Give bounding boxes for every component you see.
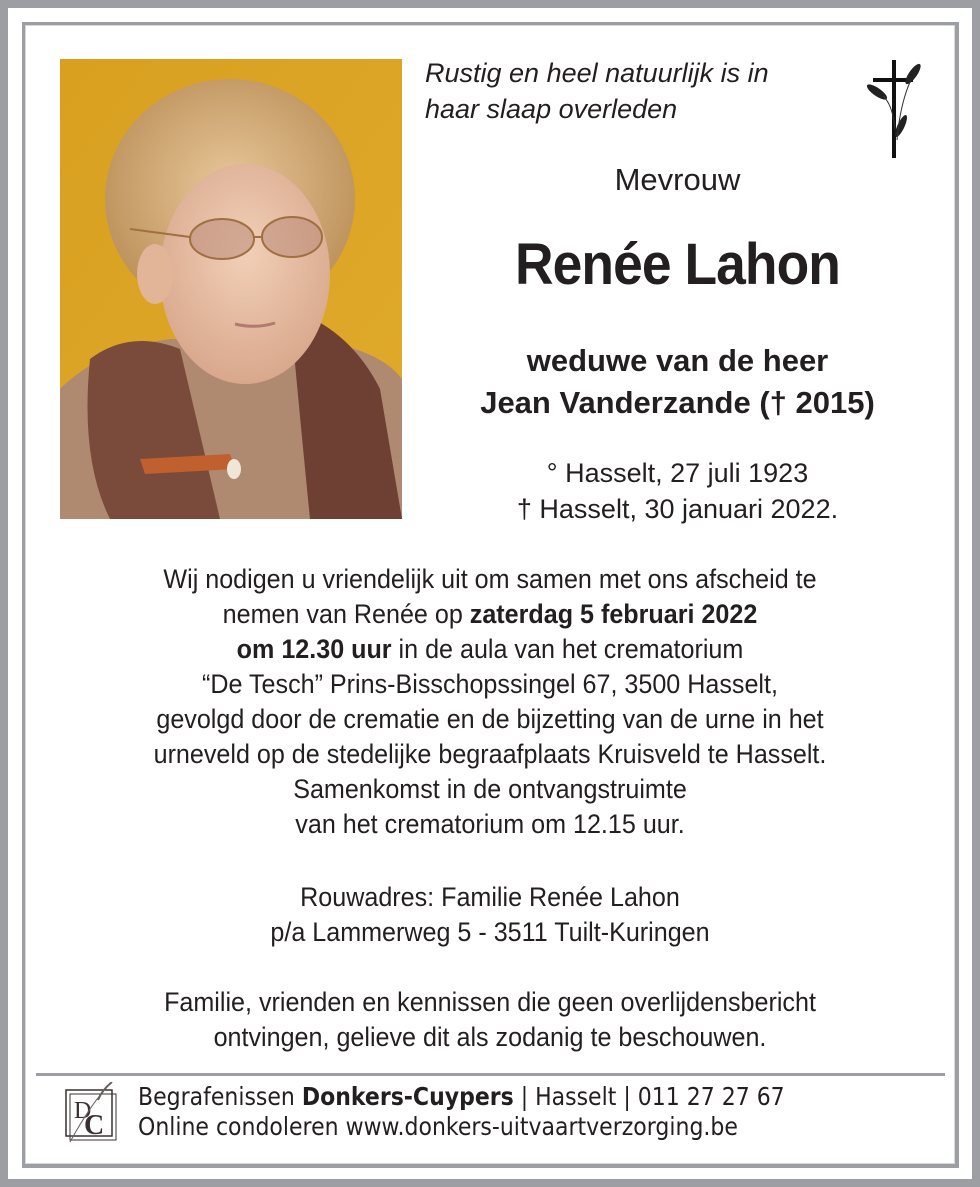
invitation-line-5: gevolgd door de crematie en de bijzetting van de urne in het [156,704,824,734]
cross-with-wheat-icon [855,60,935,160]
donkers-cuypers-logo [62,1082,120,1144]
motto [425,55,845,127]
footer-line-2 [138,1112,785,1142]
invitation-line-2 [72,597,909,632]
company-city: | Hasselt | [513,1082,638,1111]
footer-divider [36,1073,945,1076]
invitation-line-7: Samenkomst in de ontvangstruimte [293,774,687,804]
notice-line-1: Familie, vrienden en kennissen die geen overlijdensbericht [164,987,816,1017]
spouse-line-2: Jean Vanderzande († 2015) [480,385,875,420]
funeral-home-info [138,1082,785,1142]
ceremony-date: zaterdag 5 februari 2022 [469,599,758,629]
footer-line-1 [138,1082,785,1112]
birth-date: ° Hasselt, 27 juli 1923 [546,458,809,488]
mourning-address [72,880,909,950]
invitation-text: nemen van Renée op [222,599,470,629]
notice-line-2: ontvingen, gelieve dit als zodanig te beschouwen. [213,1022,767,1052]
invitation-text: in de aula van het crematorium [391,634,744,664]
condolence-label: Online condoleren [138,1112,346,1141]
invitation-line-4: “De Tesch” Prins-Bisschopssingel 67, 3500 Hasselt, [202,669,778,699]
address-line-1: Rouwadres: Familie Renée Lahon [300,882,680,912]
invitation-line-1: Wij nodigen u vriendelijk uit om samen met ons afscheid te [163,564,817,594]
spouse-line-1: weduwe van de heer [526,343,829,378]
address-line-2: p/a Lammerweg 5 - 3511 Tuilt-Kuringen [270,917,710,947]
svg-text:D: D [74,1098,92,1124]
deceased-name: Renée Lahon [515,232,840,297]
honorific: Mevrouw [614,162,741,197]
website-link[interactable]: www.donkers-uitvaartverzorging.be [345,1112,738,1141]
closing-notice [72,985,909,1055]
portrait-image [60,59,402,519]
ceremony-time: om 12.30 uur [236,634,392,664]
footer-text: Begrafenissen [138,1082,302,1111]
invitation-line-6: urneveld op de stedelijke begraafplaats Kruisveld te Hasselt. [153,739,827,769]
spouse-info [420,340,935,424]
motto-line-1: Rustig en heel natuurlijk is in [425,58,769,88]
company-name: Donkers-Cuypers [301,1082,514,1111]
funeral-invitation [72,562,909,842]
company-phone: 011 27 27 67 [637,1082,785,1111]
invitation-line-8: van het crematorium om 12.15 uur. [295,809,685,839]
death-date: † Hasselt, 30 januari 2022. [516,494,839,524]
portrait-photo [60,59,402,519]
invitation-line-3 [72,632,909,667]
life-dates [420,455,935,527]
motto-line-2: haar slaap overleden [425,94,678,124]
svg-text:C: C [84,1110,105,1141]
